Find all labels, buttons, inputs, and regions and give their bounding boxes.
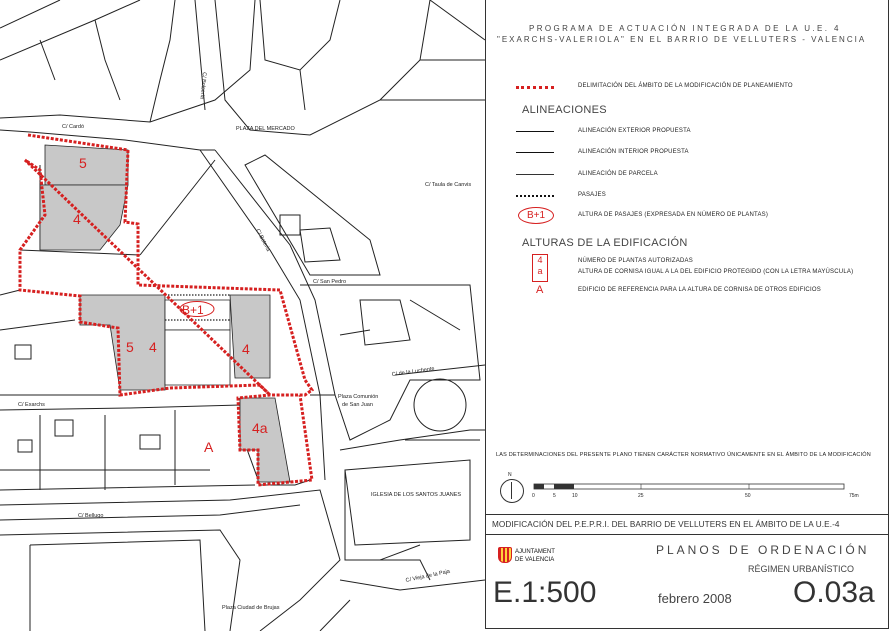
height-label-ref-a: A [204,439,214,455]
street-plaza-mercado: PLAZA DEL MERCADO [236,126,295,132]
street-plaza-comunion-2: de San Juan [342,402,373,408]
street-exarchs: C/ Exarchs [18,402,45,408]
legend-plantas-symbol-bottom: a [537,266,543,276]
legend-pasaje-symbol: B+1 [518,207,554,224]
scale-tick-75m: 75m [849,493,859,499]
divider-bottom [486,534,889,535]
legend-plantas-autorizadas: NÚMERO DE PLANTAS AUTORIZADAS [578,258,693,264]
legend-plantas-symbol [532,254,548,282]
scale-tick-10: 10 [572,493,578,499]
height-label-5-top: 5 [79,155,87,171]
legend-alineacion-parcela: ALINEACIÓN DE PARCELA [578,171,658,177]
plan-code: O.03a [793,576,875,609]
legend-alturas-title: ALTURAS DE LA EDIFICACIÓN [522,237,688,249]
legend-plantas-symbol-top: 4 [537,255,543,265]
scale-tick-0: 0 [532,493,535,499]
legend-alineacion-exterior: ALINEACIÓN EXTERIOR PROPUESTA [578,128,691,134]
legend-altura-pasajes: ALTURA DE PASAJES (EXPRESADA EN NÚMERO DE PLANTAS) [578,212,769,218]
height-label-4-right: 4 [242,341,250,357]
street-bellugo: C/ Bellugo [78,513,104,519]
height-label-5-mid: 5 [126,339,134,355]
north-arrow-icon [500,479,524,503]
street-plaza-ciudad: Plaza Ciudad de Brujas [222,605,280,611]
scale-bar [531,482,876,502]
height-label-4-left: 4 [73,211,81,227]
legend-alineacion-interior: ALINEACIÓN INTERIOR PROPUESTA [578,149,689,155]
divider-top [486,514,889,515]
planos-title: PLANOS DE ORDENACIÓN [656,543,870,557]
legend-pasajes-symbol [516,195,554,197]
street-boteria: C/ Boteria [254,228,272,253]
legend-alineaciones-title: ALINEACIONES [522,104,607,116]
scale-tick-5: 5 [553,493,556,499]
street-san-pedro: C/ San Pedro [313,279,347,285]
regimen-title: RÉGIMEN URBANÍSTICO [748,564,855,574]
header-line-1: PROGRAMA DE ACTUACIÓN INTEGRADA DE LA U.E. 4 [529,24,841,33]
street-bolseria: C/ Bolseria [198,71,207,100]
street-iglesia: IGLESIA DE LOS SANTOS JUANES [371,492,462,498]
scale-tick-25: 25 [638,493,644,499]
legend-pasajes: PASAJES [578,192,606,198]
plan-date: febrero 2008 [658,591,732,606]
scale-ratio: E.1:500 [493,576,597,609]
street-cardo: C/ Cardó [62,124,85,130]
street-luchente: C/ de la Luchente [391,366,435,378]
height-label-4-mid: 4 [149,339,157,355]
legend-cornisa-igual: ALTURA DE CORNISA IGUAL A LA DEL EDIFICIO PROTEGIDO (CON LA LETRA MAYÚSCULA) [578,269,854,275]
logo-line-2: DE VALENCIA [515,557,555,563]
street-vieja-paja: C/ Vieja de la Paja [405,568,451,584]
legend-boundary-symbol [516,86,554,89]
legend-exterior-symbol [516,131,554,132]
header-line-2: "EXARCHS-VALERIOLA" EN EL BARRIO DE VELLUTERS - VALENCIA [497,35,867,44]
legend-ref-symbol: A [536,284,544,296]
legend-delimitacion: DELIMITACIÓN DEL ÁMBITO DE LA MODIFICACIÓN DE PLANEAMIENTO [578,83,793,89]
legend-interior-symbol [516,152,554,153]
north-label: N [508,472,512,478]
logo-line-1: AJUNTAMENT [515,549,555,555]
normative-note: LAS DETERMINACIONES DEL PRESENTE PLANO TIENEN CARÁCTER NORMATIVO ÚNICAMENTE EN EL ÁMBITO DE LA MODIFICACIÓN [496,452,871,458]
street-taula: C/ Taula de Canvis [425,182,472,188]
height-label-4a: 4a [252,420,268,436]
modification-title: MODIFICACIÓN DEL P.E.P.R.I. DEL BARRIO DE VELLUTERS EN EL ÁMBITO DE LA U.E.-4 [492,520,840,529]
pasaje-label: B+1 [182,303,204,317]
title-block-panel [485,0,889,629]
street-plaza-comunion-1: Plaza Comunión [338,394,379,400]
legend-parcela-symbol [516,174,554,175]
legend-edificio-ref: EDIFICIO DE REFERENCIA PARA LA ALTURA DE CORNISA DE OTROS EDIFICIOS [578,287,821,293]
scale-tick-50: 50 [745,493,751,499]
valencia-crest-icon [498,547,512,563]
